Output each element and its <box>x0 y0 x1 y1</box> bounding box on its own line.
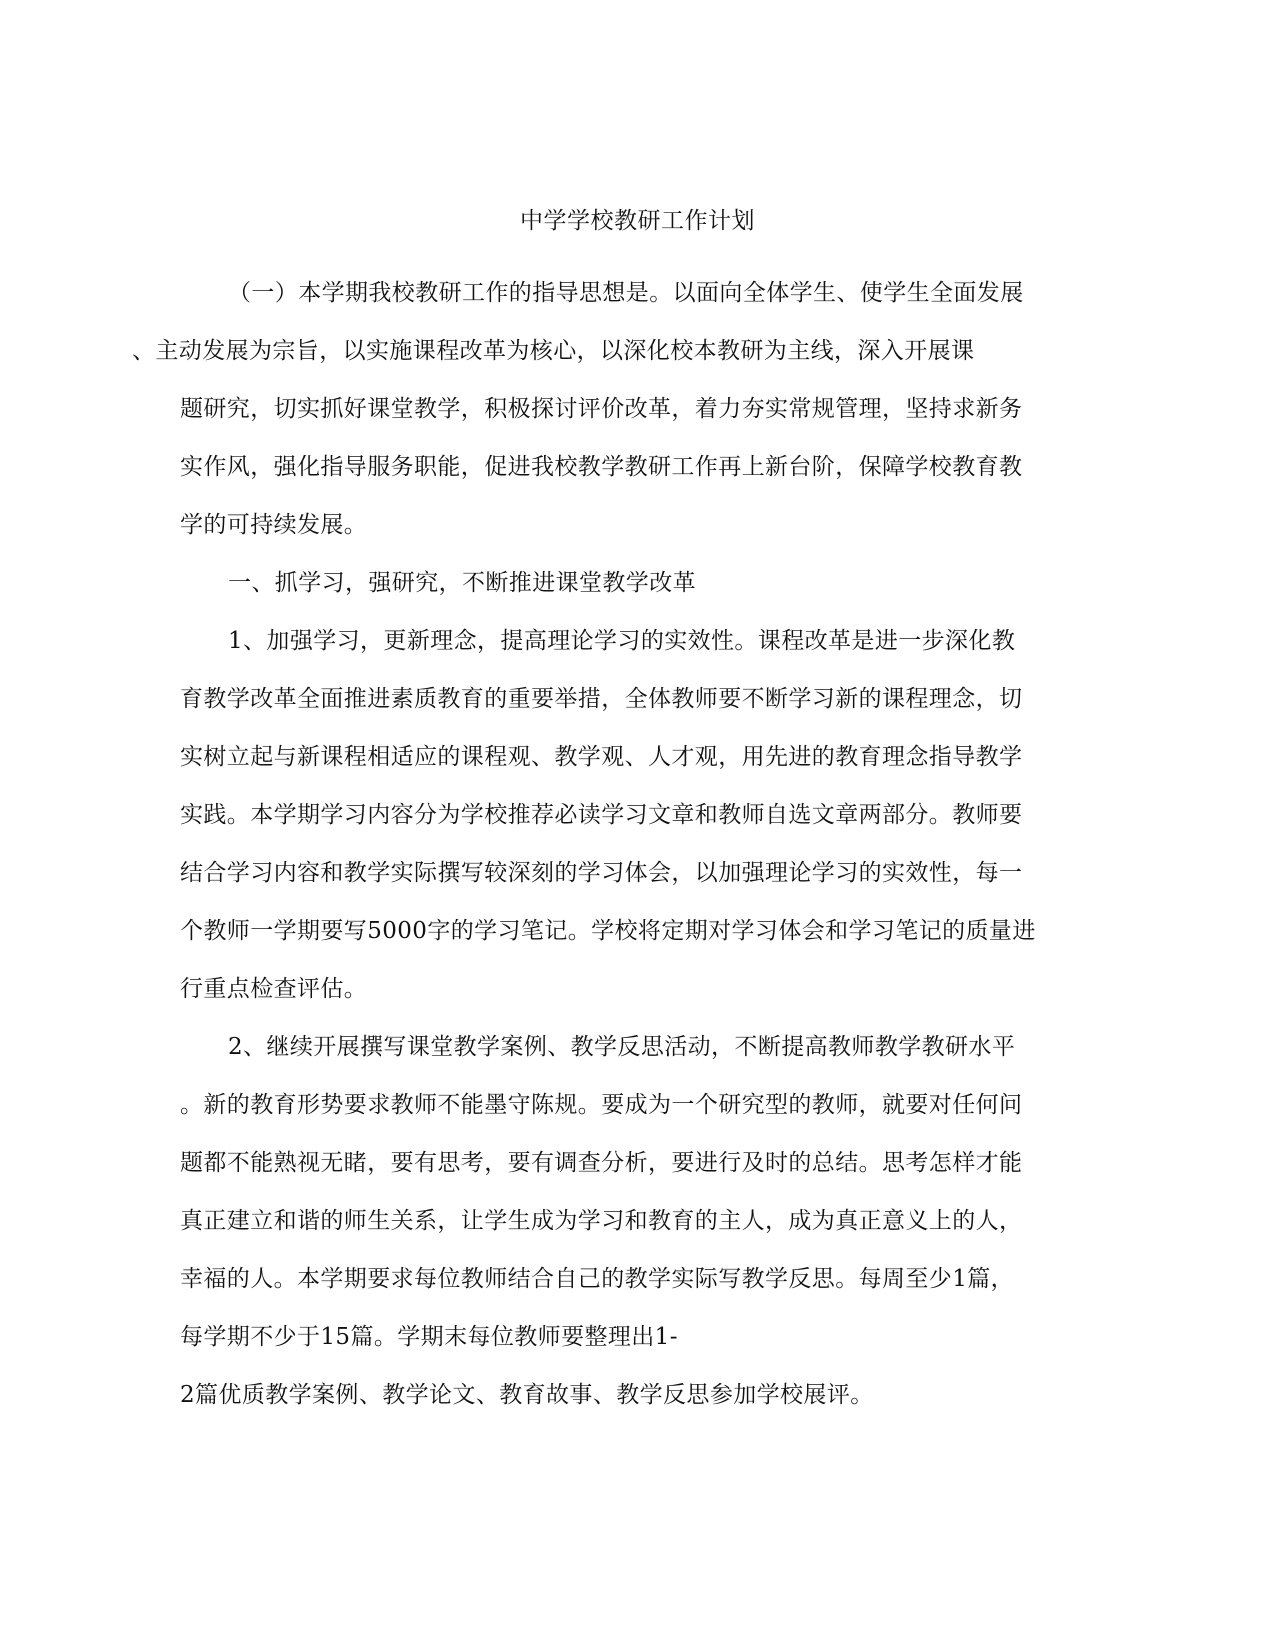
paragraph-guiding-ideology <box>132 264 1084 554</box>
text-line: 个教师一学期要写5000字的学习笔记。学校将定期对学习体会和学习笔记的质量进 <box>180 918 1036 944</box>
text-line: 实践。本学期学习内容分为学校推荐必读学习文章和教师自选文章两部分。教师要 <box>180 802 1023 828</box>
text-line: （一）本学期我校教研工作的指导思想是。以面向全体学生、使学生全面发展 <box>228 280 1024 306</box>
text-line: 、主动发展为宗旨，以实施课程改革为核心，以深化校本教研为主线，深入开展课 <box>132 338 975 364</box>
document-body <box>132 264 1084 1424</box>
paragraph-item-2 <box>180 1018 1084 1424</box>
text-line: 1、加强学习，更新理念，提高理论学习的实效性。课程改革是进一步深化教 <box>228 628 1016 654</box>
text-line: 育教学改革全面推进素质教育的重要举措，全体教师要不断学习新的课程理念，切 <box>180 686 1023 712</box>
text-line: 结合学习内容和教学实际撰写较深刻的学习体会，以加强理论学习的实效性，每一 <box>180 860 1023 886</box>
paragraph-item-1 <box>180 612 1084 1018</box>
text-line: 行重点检查评估。 <box>180 976 368 1002</box>
text-line: 一、抓学习，强研究，不断推进课堂教学改革 <box>228 570 696 596</box>
text-line: 2、继续开展撰写课堂教学案例、教学反思活动，不断提高教师教学教研水平 <box>228 1034 1016 1060</box>
text-line: 幸福的人。本学期要求每位教师结合自己的教学实际写教学反思。每周至少1篇， <box>180 1266 1015 1292</box>
section-heading-one <box>180 554 1084 612</box>
text-line: 2篇优质教学案例、教学论文、教育故事、教学反思参加学校展评。 <box>180 1382 874 1408</box>
text-line: 学的可持续发展。 <box>180 512 368 538</box>
text-line: 题都不能熟视无睹，要有思考，要有调查分析，要进行及时的总结。思考怎样才能 <box>180 1150 1023 1176</box>
document-title: 中学学校教研工作计划 <box>520 208 755 234</box>
text-line: 题研究，切实抓好课堂教学，积极探讨评价改革，着力夯实常规管理，坚持求新务 <box>180 396 1023 422</box>
text-line: 实作风，强化指导服务职能，促进我校教学教研工作再上新台阶，保障学校教育教 <box>180 454 1023 480</box>
text-line: 实树立起与新课程相适应的课程观、教学观、人才观，用先进的教育理念指导教学 <box>180 744 1023 770</box>
text-line: 真正建立和谐的师生关系，让学生成为学习和教育的主人，成为真正意义上的人， <box>180 1208 1023 1234</box>
text-line: 。新的教育形势要求教师不能墨守陈规。要成为一个研究型的教师，就要对任何问 <box>180 1092 1023 1118</box>
text-line: 每学期不少于15篇。学期末每位教师要整理出1- <box>180 1324 678 1350</box>
